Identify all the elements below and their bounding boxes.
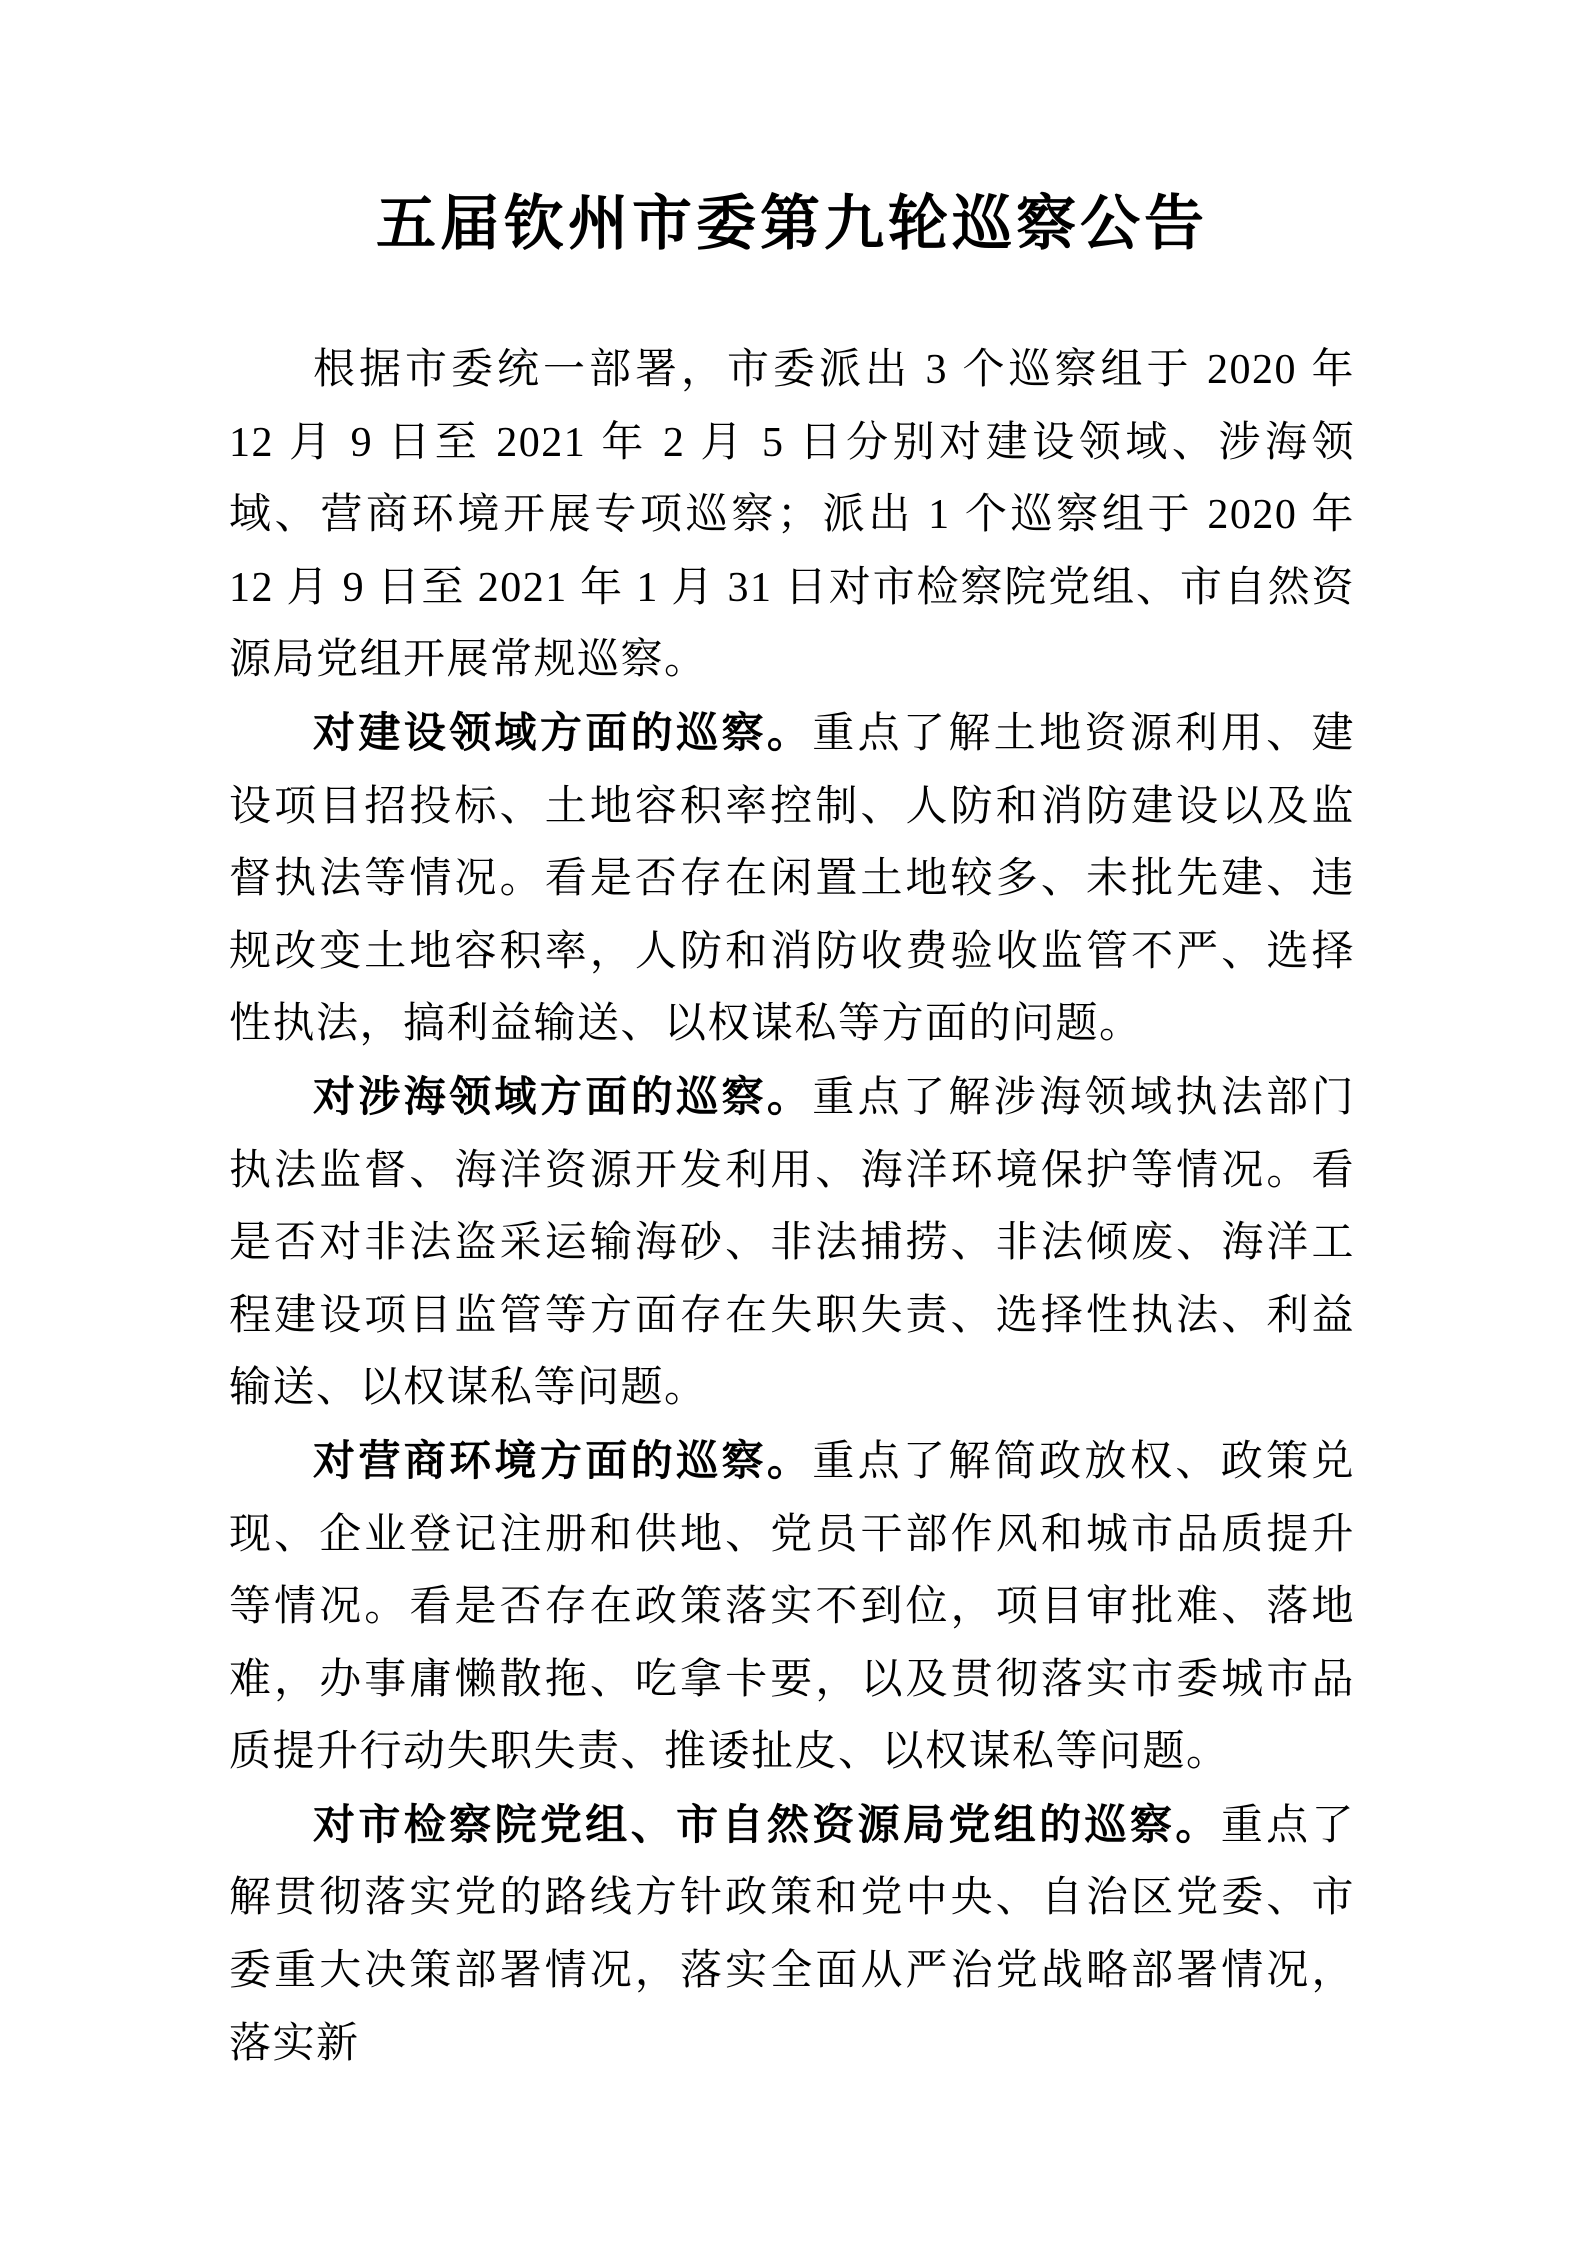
document-content (229, 183, 1355, 2080)
paragraph-marine (229, 1061, 1355, 1425)
paragraph-intro (229, 333, 1355, 697)
paragraph-construction (229, 697, 1355, 1061)
document-title: 五届钦州市委第九轮巡察公告 (376, 191, 1208, 257)
paragraph-business-environment (229, 1425, 1355, 1789)
paragraph-lead: 对市检察院党组、市自然资源局党组的巡察。 (313, 1800, 1221, 1848)
paragraph-lead: 对涉海领域方面的巡察。 (313, 1072, 813, 1120)
document-body (229, 333, 1355, 2080)
paragraph-text: 重点了解涉海领域执法部门执法监督、海洋资源开发利用、海洋环境保护等情况。看是否对非法盗采运输海砂、非法捕捞、非法倾废、海洋工程建设项目监管等方面存在失职失责、选择性执法、利益输送、以权谋私等问题。 (229, 1074, 1355, 1412)
paragraph-lead: 对建设领域方面的巡察。 (313, 708, 813, 756)
paragraph-lead: 对营商环境方面的巡察。 (313, 1436, 813, 1484)
paragraph-party-groups (229, 1789, 1355, 2080)
paragraph-text: 重点了解土地资源利用、建设项目招投标、土地容积率控制、人防和消防建设以及监督执法等情况。看是否存在闲置土地较多、未批先建、违规改变土地容积率，人防和消防收费验收监管不严、选择性执法，搞利益输送、以权谋私等方面的问题。 (229, 710, 1355, 1048)
paragraph-text: 重点了解简政放权、政策兑现、企业登记注册和供地、党员干部作风和城市品质提升等情况。看是否存在政策落实不到位，项目审批难、落地难，办事庸懒散拖、吃拿卡要，以及贯彻落实市委城市品质提升行动失职失责、推诿扯皮、以权谋私等问题。 (229, 1438, 1355, 1776)
paragraph-text: 重点了解贯彻落实党的路线方针政策和党中央、自治区党委、市委重大决策部署情况，落实全面从严治党战略部署情况，落实新 (229, 1802, 1355, 2067)
paragraph-text: 根据市委统一部署，市委派出 3 个巡察组于 2020 年 12 月 9 日至 2021 年 2 月 5 日分别对建设领域、涉海领域、营商环境开展专项巡察；派出 1 个巡察组于 2020 年 12 月 9 日至 2021 年 1 月 31 日对市检察院党组、市自然资源局党组开展常规巡察。 (229, 347, 1355, 684)
